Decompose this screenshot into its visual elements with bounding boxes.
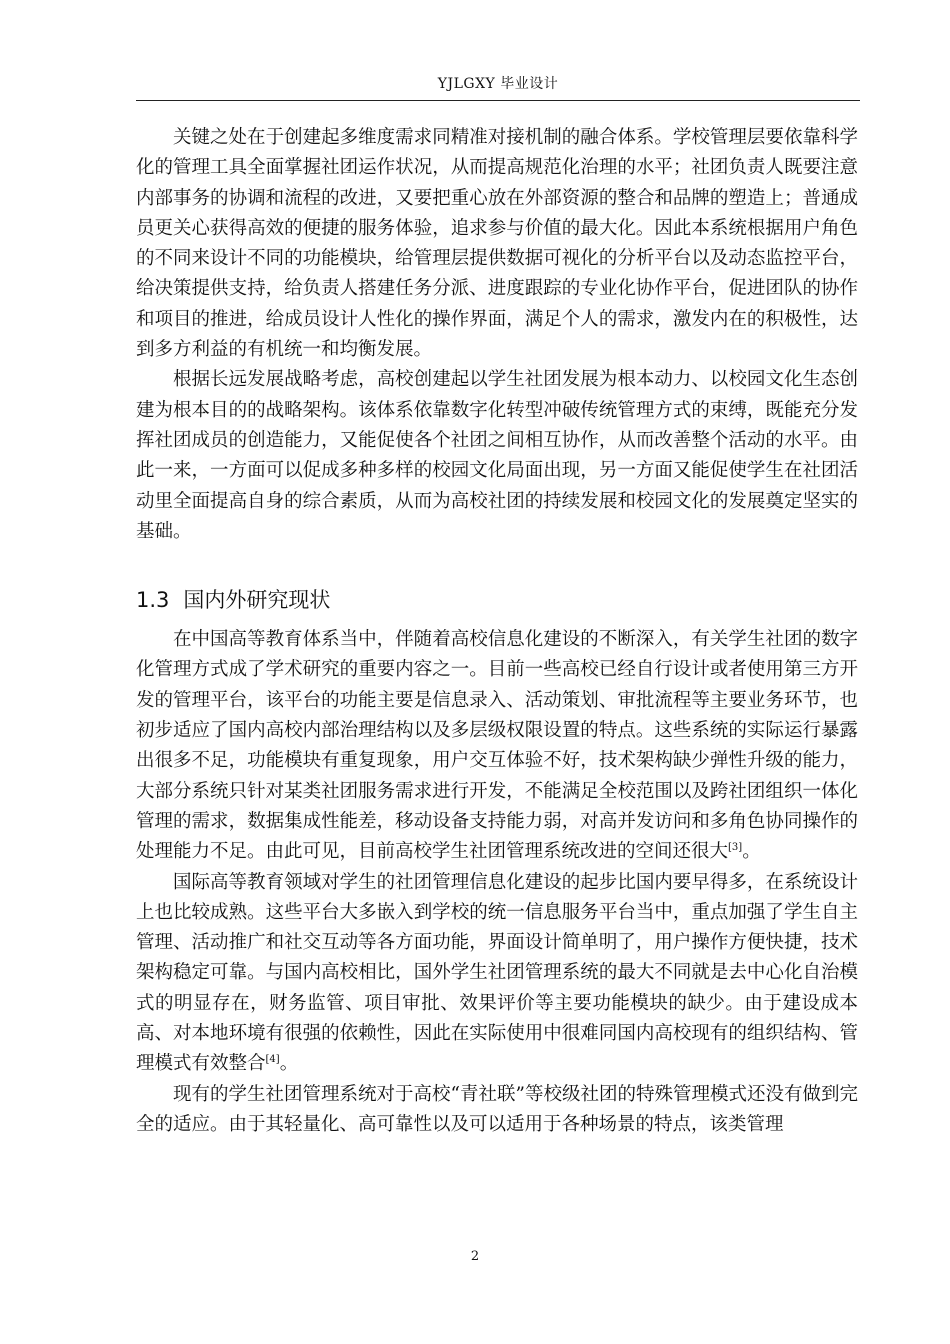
body-text bbox=[136, 123, 858, 1140]
paragraph bbox=[136, 625, 858, 867]
running-header: YJLGXY 毕业设计 bbox=[437, 76, 559, 92]
paragraph-text: 国际高等教育领域对学生的社团管理信息化建设的起步比国内要早得多，在系统设计上也比较成熟。这些平台大多嵌入到学校的统一信息服务平台当中，重点加强了学生自主管理、活动推广和社交互动等各方面功能，界面设计简单明了，用户操作方便快捷，技术架构稳定可靠。与国内高校相比，国外学生社团管理系统的最大不同就是去中心化自治模式的明显存在，财务监管、项目审批、效果评价等主要功能模块的缺少。由于建设成本高、对本地环境有很强的依赖性，因此在实际使用中很难同国内高校现有的组织结构、管理模式有效整合 bbox=[136, 871, 858, 1075]
paragraph: 关键之处在于创建起多维度需求同精准对接机制的融合体系。学校管理层要依靠科学化的管理工具全面掌握社团运作状况，从而提高规范化治理的水平；社团负责人既要注意内部事务的协调和流程的改进，又要把重心放在外部资源的整合和品牌的塑造上；普通成员更关心获得高效的便捷的服务体验，追求参与价值的最大化。因此本系统根据用户角色的不同来设计不同的功能模块，给管理层提供数据可视化的分析平台以及动态监控平台，给决策提供支持，给负责人搭建任务分派、进度跟踪的专业化协作平台，促进团队的协作和项目的推进，给成员设计人性化的操作界面，满足个人的需求，激发内在的积极性，达到多方利益的有机统一和均衡发展。 bbox=[136, 127, 858, 361]
paragraph: 根据长远发展战略考虑，高校创建起以学生社团发展为根本动力、以校园文化生态创建为根本目的的战略架构。该体系依靠数字化转型冲破传统管理方式的束缚，既能充分发挥社团成员的创造能力，又能促使各个社团之间相互协作，从而改善整个活动的水平。由此一来，一方面可以促成多种多样的校园文化局面出现，另一方面又能促使学生在社团活动里全面提高自身的综合素质，从而为高校社团的持续发展和校园文化的发展奠定坚实的基础。 bbox=[136, 369, 858, 542]
citation: [3] bbox=[728, 842, 743, 854]
citation: [4] bbox=[265, 1054, 280, 1066]
header-rule bbox=[136, 100, 860, 101]
paragraph-tail: 。 bbox=[279, 1053, 299, 1075]
paragraph-tail: 。 bbox=[742, 841, 761, 863]
paragraph-text: 现有的学生社团管理系统对于高校“青社联”等校级社团的特殊管理模式还没有做到完全的适应。由于其轻量化、高可靠性以及可以适用于各种场景的特点，该类管理 bbox=[136, 1083, 858, 1135]
paragraph bbox=[136, 1080, 858, 1141]
paragraph bbox=[136, 868, 858, 1080]
page-number: 2 bbox=[470, 1249, 480, 1264]
paragraph-text: 在中国高等教育体系当中，伴随着高校信息化建设的不断深入，有关学生社团的数字化管理方式成了学术研究的重要内容之一。目前一些高校已经自行设计或者使用第三方开发的管理平台，该平台的功能主要是信息录入、活动策划、审批流程等主要业务环节，也初步适应了国内高校内部治理结构以及多层级权限设置的特点。这些系统的实际运行暴露出很多不足，功能模块有重复现象，用户交互体验不好，技术架构缺少弹性升级的能力，大部分系统只针对某类社团服务需求进行开发，不能满足全校范围以及跨社团组织一体化管理的需求，数据集成性能差，移动设备支持能力弱，对高并发访问和多角色协同操作的处理能力不足。由此可见，目前高校学生社团管理系统改进的空间还很大 bbox=[136, 629, 858, 863]
section-number: 1.3 bbox=[136, 588, 170, 613]
section-heading bbox=[136, 585, 858, 615]
section-title: 国内外研究现状 bbox=[183, 588, 331, 613]
